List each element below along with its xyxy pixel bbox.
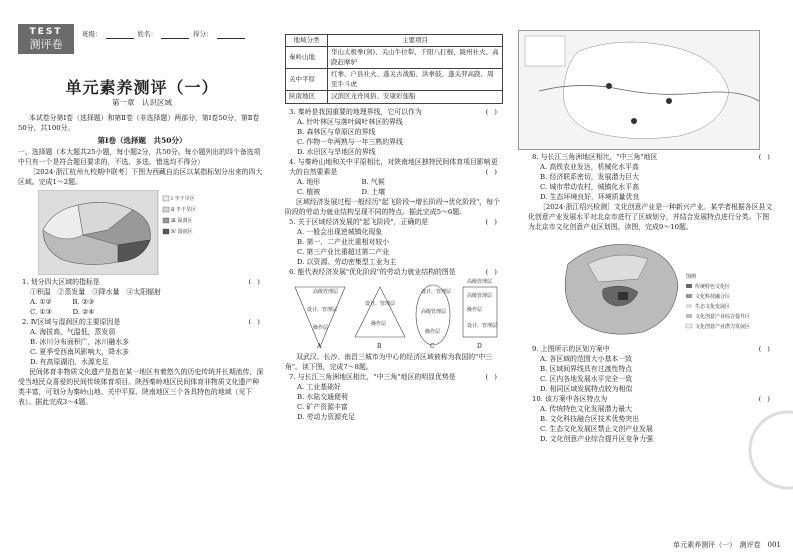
q7-option-d: D. 劳动力资源充足 [297,412,355,421]
column-left [18,113,266,407]
city-marker [606,83,612,89]
q7-option-a: A. 工业基础好 [297,382,341,391]
name-field[interactable] [161,31,189,39]
section1-heading: 一、选择题（本大题共25小题，每小题2分，共50分。每小题列出的四个备选项中只有一个是符合题目要求的，不选、多选、错选均不得分） [18,147,261,166]
q3-option-c: C. 作物一年两熟与一年三熟的界线 [297,137,403,146]
q8-stem: 8. 与长江三角洲地区相比，"中三角"地区 () [532,153,776,161]
q8-option-b: B. 经济联系密切，发展潜力巨大 [540,173,640,181]
q10-option-a: A. 传统特色文化发展潜力最大 [540,405,633,413]
city-marker [666,98,672,104]
q9-stem: 9. 上图所示的区划方案中 () [532,345,776,353]
seal-watermark [748,400,793,500]
q5-option-d: D. 以资源、劳动密集型工业为主 [297,257,397,266]
chapter-subtitle: 第一章 认识区域 [112,98,172,107]
q1-options: A. ①② B. ②③ C. ①③ D. ②④ [30,297,95,316]
name-label: 姓名： [137,30,157,38]
q8-option-a: A. 高铁农业发达，机械化水平高 [540,163,639,171]
q7-stem: 7. 与长江三角洲地区相比，"中三角"地区的明显优势是 () [289,372,503,381]
city-marker [631,118,637,124]
map-legend-box [525,36,565,66]
q3-option-d: D. 水田区与旱地区的界线 [297,147,376,156]
q10-option-d: D. 文化创意产业综合提升区竞争力强 [540,435,654,443]
q4-options: A. 地形 B. 气候 C. 植被 D. 土壤 [297,177,385,196]
group1-intro: ［2024·浙江杭州九校期中联考］下图为西藏自治区以某指标划分出来的四大区域。完成1～2题。 [18,167,263,186]
q9-option-b: B. 区域间界线具有过渡性特点 [540,365,633,373]
map3-legend: 图例 传统特色文化区 文化科技融合区 生态文化发展区 文化创意产业综合提升区 文化创意产业潜力发展区 [686,274,751,330]
part1-heading: 第Ⅰ卷（选择题 共50分） [97,136,187,145]
group3-intro: 民间体育非物质文化遗产是指在某一地区有着悠久的历史传统并长期流传，深受当地民众喜爱的民间传统体育项目。陕西秦岭地区民间体育非物质文化遗产种类丰富，可划分为秦岭山地、关中平原、陕南地区三个各具特色的地域（见下表）。据此完成3～4题。 [18,367,264,406]
q10-option-c: C. 生态文化发展区禁止文创产业发展 [540,425,653,433]
q3-stem: 3. 秦岭是我国重要的地理界线，它可以作为 () [289,107,503,116]
sports-table: 地域分类 主要项目 秦岭山地 华山太极拳(剑)、关山牛拉犁、千阳八打棍、陇州社火、高跷赶摩驴 关中平原 红拳、户县社火、蓬关古战船、洪拳鼓、蓬关羿高跷、周至牛斗虎 陕南地区 汉滨区龙舟风俗、安康彩莲船 [285,34,503,104]
q5-option-c: C. 第三产业比重超过第二产业 [297,247,390,256]
central-china-map-svg [519,31,761,151]
q3-option-a: A. 针叶林区与落叶阔叶林区的界线 [297,117,403,126]
map1-legend: Ⅰ 半干旱区 Ⅱ 半干旱区 Ⅲ 湿润区 Ⅳ 湿润区 [171,195,196,235]
q7-option-c: C. 矿产资源丰富 [297,402,348,411]
q5-option-a: A. 一般会出现逆城镇化现象 [297,227,383,236]
q2-option-b: B. 冰川分布面积广，冰川融水多 [30,337,130,346]
q9-option-d: D. 相同区域发展特点较为相似 [540,385,633,393]
q5-option-b: B. 第一、二产业比重相对较小 [297,237,390,246]
q10-stem: 10. 该方案中各区特点为 () [532,395,776,403]
q10-option-b: B. 文化科技融合区技术优势突出 [540,415,640,423]
q2-option-c: C. 夏季受西南风影响大，降水多 [30,347,129,356]
q2-option-d: D. 有高原湖泊，水源充足 [30,357,109,366]
column-right [528,152,776,444]
page-footer: 单元素养测评（一） 测评卷 001 [673,540,781,549]
q8-option-c: C. 城市带动农村，城镇化水平高 [540,183,639,191]
beijing-map [528,234,776,342]
q3-option-b: B. 森林区与草原区的界线 [297,127,376,136]
class-field[interactable] [106,31,134,39]
logo: TEST 测评卷 [18,24,74,54]
group5-intro: 区域经济发展过程一般经历"起飞阶段→增长阶段→优化阶段"，每个阶段的劳动力就业结构呈现不同的特点。据此完成5～6题。 [285,197,500,216]
q1-items: ①积温 ②蒸发量 ③降水量 ④太阳辐射 [30,287,161,296]
student-info [82,30,245,39]
q9-option-a: A. 各区域的范围大小基本一致 [540,355,633,363]
q2-option-a: A. 海拔高，气温低，蒸发弱 [30,327,116,336]
q1-stem: 1. 划分四大区域的指标是 () [22,277,266,286]
column-middle [285,34,503,422]
q5-stem: 5. 关于区域经济发展的"起飞阶段"，正确的是 () [289,217,503,226]
group9-intro: ［2024·浙江绍兴检测］文化创意产业是一种新兴产业。某学者根据各区县文化创意产业发展水平对北京市进行了区域划分，并结合发展特点进行分类。下图为北京市文化创意产业区划图。读图，完成9～10题。 [528,203,773,231]
group7-intro: 双武汉、长沙、南昌三城市为中心的经济区域被称为我国的"中三角"。读下图，完成7～8题。 [285,352,493,371]
score-field[interactable] [217,31,245,39]
tibet-map [38,190,266,275]
q8-option-d: D. 生态环境良好，环境质量优良 [540,193,640,201]
score-label: 得分： [193,30,213,38]
q4-stem: 4. 与秦岭山地和关中平原相比，对陕南地区独特民间体育项目影响更大的自然要素是 () [289,157,503,176]
q7-option-b: B. 水陆交通便利 [297,392,348,401]
employment-figures: 高级管理层 设计、管理层 操作层 设计、管理层 操作层 设计、管理层 高级管理层 操作层 高级管理层 操作层 设计、管理层 高级管理层 A B C D [285,277,503,352]
q6-stem: 6. 能代表经济发展"优化阶段"的劳动力就业结构的图是 () [289,267,503,276]
city-core [618,292,628,300]
page-title: 单元素养测评（一） [65,78,219,97]
intro: 本试卷分第Ⅰ卷（选择题）和第Ⅱ卷（非选择题）两部分，第Ⅰ卷50分，第Ⅱ卷50分，共100分。 [18,114,260,132]
q2-stem: 2. Ⅳ区域与湿润区的主要原因是 () [22,317,266,326]
central-china-map [518,30,760,150]
class-label: 班级： [82,30,102,38]
q9-option-c: C. 区内各地发展水平完全一致 [540,375,633,383]
